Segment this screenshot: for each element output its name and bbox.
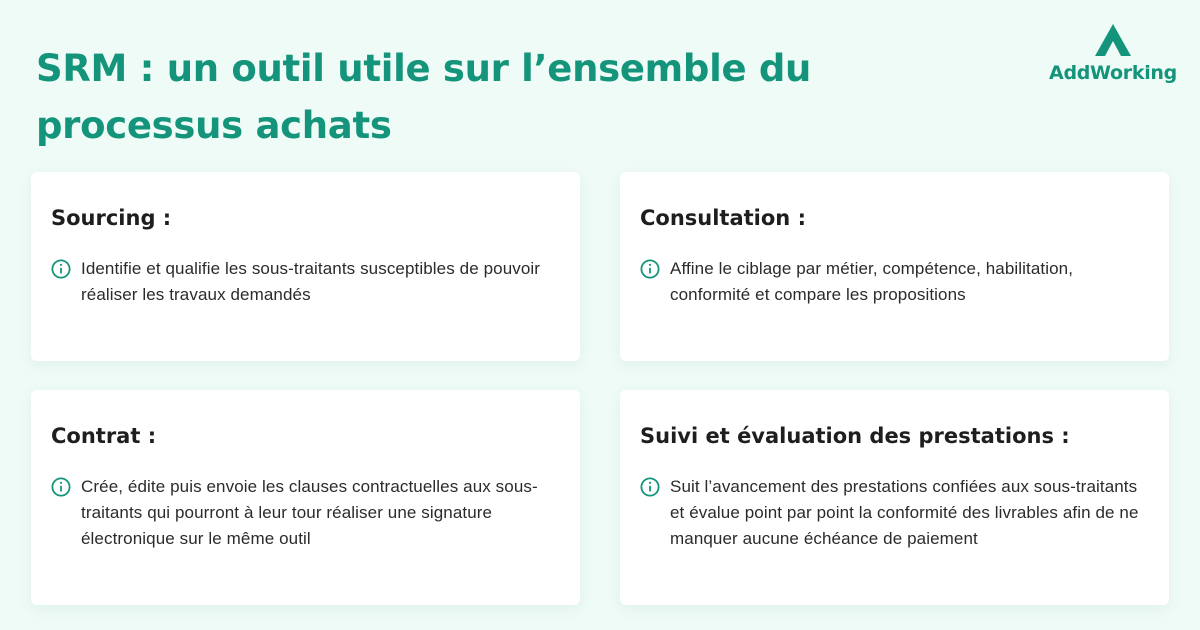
info-icon	[51, 259, 71, 279]
info-icon	[640, 259, 660, 279]
card-heading: Sourcing :	[51, 206, 172, 230]
addworking-logo	[1035, 22, 1191, 84]
logo-text: AddWorking	[1049, 62, 1177, 84]
info-icon	[51, 477, 71, 497]
card-contrat	[31, 390, 580, 605]
card-suivi-evaluation	[620, 390, 1169, 605]
card-description: Identifie et qualifie les sous-traitants susceptibles de pouvoir réaliser les travaux demandés	[81, 259, 541, 304]
addworking-logo-icon	[1093, 22, 1133, 58]
card-heading: Consultation :	[640, 206, 806, 230]
card-description: Crée, édite puis envoie les clauses contractuelles aux sous-traitants qui pourront à leur tour réaliser une signature électronique sur le même outil	[81, 477, 538, 548]
card-description: Affine le ciblage par métier, compétence, habilitation, conformité et compare les propositions	[670, 259, 1074, 304]
card-heading: Suivi et évaluation des prestations :	[640, 424, 1070, 448]
card-description: Suit l’avancement des prestations confiées aux sous-traitants et évalue point par point la conformité des livrables afin de ne manquer aucune échéance de paiement	[670, 477, 1139, 548]
card-heading: Contrat :	[51, 424, 157, 448]
card-sourcing	[31, 172, 580, 361]
info-icon	[640, 477, 660, 497]
page-title: SRM : un outil utile sur l’ensemble du processus achats	[36, 47, 812, 147]
card-consultation	[620, 172, 1169, 361]
